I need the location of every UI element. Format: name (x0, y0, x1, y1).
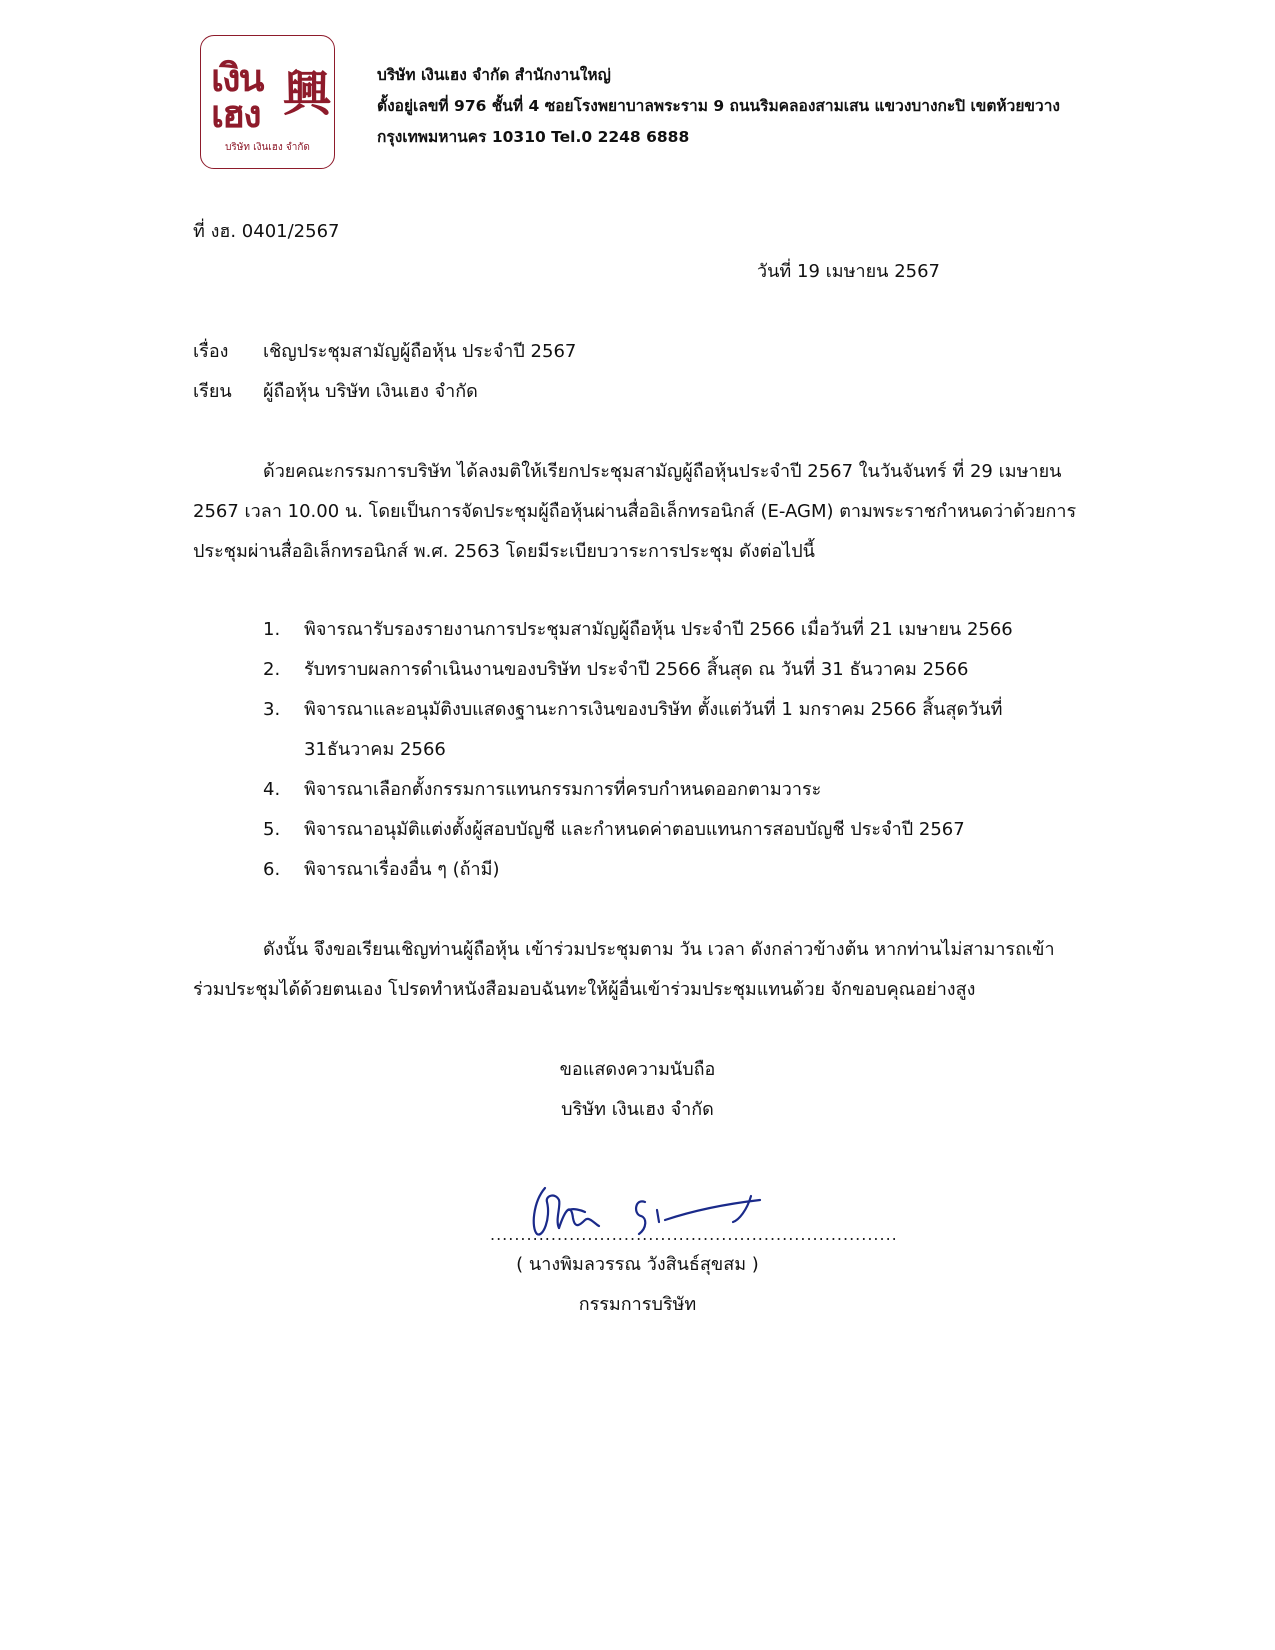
header-address-line2: กรุงเทพมหานคร 10310 Tel.0 2248 6888 (377, 128, 690, 146)
to-label: เรียน (193, 381, 232, 402)
agenda-number: 4. (263, 779, 281, 800)
closing-line: ร่วมประชุมได้ด้วยตนเอง โปรดทำหนังสือมอบฉันทะให้ผู้อื่นเข้าร่วมประชุมแทนด้วย จักขอบคุณอย่างสูง (193, 979, 976, 1000)
closing-line: ดังนั้น จึงขอเรียนเชิญท่านผู้ถือหุ้น เข้าร่วมประชุมตาม วัน เวลา ดังกล่าวข้างต้น หากท่านไม่สามารถเข้า (263, 939, 1055, 960)
intro-line: 2567 เวลา 10.00 น. โดยเป็นการจัดประชุมผู้ถือหุ้นผ่านสื่ออิเล็กทรอนิกส์ (E-AGM) ตามพระราชกำหนดว่าด้วยการ (193, 501, 1077, 522)
agenda-item: พิจารณาและอนุมัติงบแสดงฐานะการเงินของบริษัท ตั้งแต่วันที่ 1 มกราคม 2566 สิ้นสุดวันที่ (304, 699, 1003, 720)
company-logo (200, 35, 335, 169)
agenda-item: พิจารณาอนุมัติแต่งตั้งผู้สอบบัญชี และกำหนดค่าตอบแทนการสอบบัญชี ประจำปี 2567 (304, 819, 965, 840)
subject-label: เรื่อง (193, 341, 229, 362)
logo-chinese-character: 興 (283, 66, 332, 122)
agenda-number: 3. (263, 699, 281, 720)
agenda-item: พิจารณารับรองรายงานการประชุมสามัญผู้ถือหุ้น ประจำปี 2566 เมื่อวันที่ 21 เมษายน 2566 (304, 619, 1013, 640)
reference-number: ที่ งฮ. 0401/2567 (193, 221, 340, 242)
agenda-item: พิจารณาเลือกตั้งกรรมการแทนกรรมการที่ครบกำหนดออกตามวาระ (304, 779, 822, 800)
header-company: บริษัท เงินเฮง จำกัด สำนักงานใหญ่ (377, 66, 611, 84)
letter-date: วันที่ 19 เมษายน 2567 (757, 261, 940, 282)
regards-company: บริษัท เงินเฮง จำกัด (561, 1099, 714, 1120)
logo-text-line2: เฮง (211, 92, 260, 136)
subject-text: เชิญประชุมสามัญผู้ถือหุ้น ประจำปี 2567 (263, 341, 577, 362)
logo-text-line1: เงิน (211, 56, 263, 100)
signer-title: กรรมการบริษัท (578, 1294, 697, 1315)
signature-line: ................................................................... (490, 1225, 898, 1244)
logo-caption: บริษัท เงินเฮง จำกัด (225, 142, 310, 153)
agenda-number: 2. (263, 659, 281, 680)
agenda-number: 6. (263, 859, 281, 880)
intro-line: ประชุมผ่านสื่ออิเล็กทรอนิกส์ พ.ศ. 2563 โดยมีระเบียบวาระการประชุม ดังต่อไปนี้ (193, 541, 815, 562)
agenda-item-continued: 31ธันวาคม 2566 (304, 739, 446, 760)
to-text: ผู้ถือหุ้น บริษัท เงินเฮง จำกัด (263, 381, 478, 402)
agenda-number: 5. (263, 819, 281, 840)
agenda-item: รับทราบผลการดำเนินงานของบริษัท ประจำปี 2566 สิ้นสุด ณ วันที่ 31 ธันวาคม 2566 (304, 659, 969, 680)
regards-text: ขอแสดงความนับถือ (559, 1059, 716, 1080)
agenda-item: พิจารณาเรื่องอื่น ๆ (ถ้ามี) (304, 859, 500, 880)
header-address-line1: ตั้งอยู่เลขที่ 976 ชั้นที่ 4 ซอยโรงพยาบาลพระราม 9 ถนนริมคลองสามเสน แขวงบางกะปิ เขตห้วยขวาง (377, 97, 1060, 115)
signer-name: ( นางพิมลวรรณ วังสินธ์สุขสม ) (516, 1254, 759, 1275)
intro-line: ด้วยคณะกรรมการบริษัท ได้ลงมติให้เรียกประชุมสามัญผู้ถือหุ้นประจำปี 2567 ในวันจันทร์ ที่ 29 เมษายน (263, 461, 1062, 482)
agenda-number: 1. (263, 619, 281, 640)
